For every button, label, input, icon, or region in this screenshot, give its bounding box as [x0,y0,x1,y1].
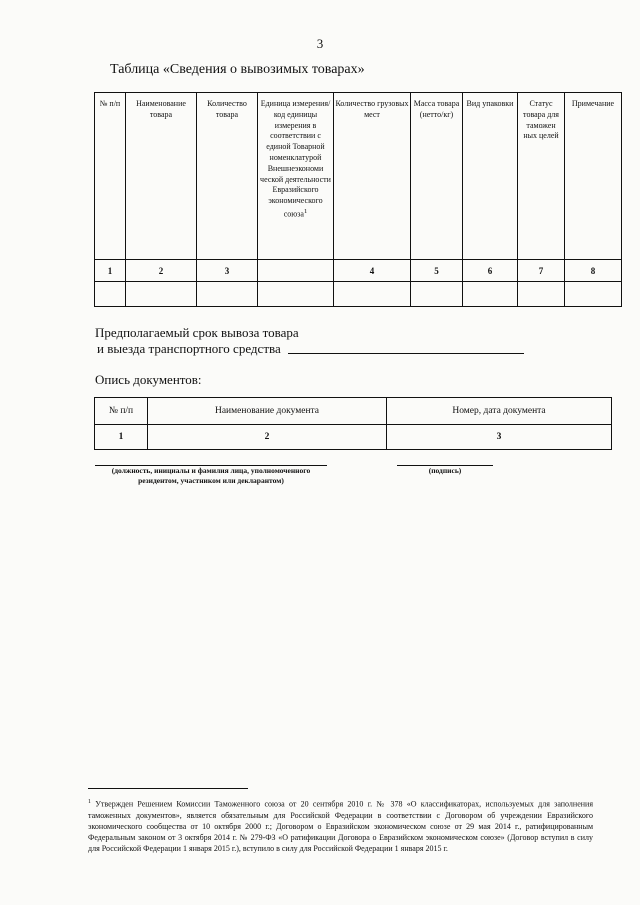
header-unit-text: Единица измерения/ код единицы измерения в соответствии с единой Товарной номенклатурой Внешнеэкономи ческой деятельности Евразийского экономического союза [260,99,331,219]
header-cell: № п/п [95,398,148,425]
entry-cell[interactable] [197,282,258,307]
export-term-label-2: и выезда транспортного средства [97,341,281,356]
header-cell: № п/п [95,93,126,260]
header-cell: Примечание [565,93,622,260]
entry-cell[interactable] [565,282,622,307]
position-caption-line-1: (должность, инициалы и фамилия лица, уполномоченного [111,466,311,475]
column-number: 8 [565,260,622,282]
header-cell: Количество грузовых мест [334,93,411,260]
header-cell: Наименование документа [148,398,387,425]
footnote [88,797,593,854]
column-number [258,260,334,282]
header-cell: Количество товара [197,93,258,260]
entry-cell[interactable] [258,282,334,307]
export-term-label-1: Предполагаемый срок вывоза товара [95,325,299,340]
table-title: Таблица «Сведения о вывозимых товарах» [110,62,365,77]
header-cell: Статус товара для таможен ных целей [518,93,565,260]
column-number: 1 [95,425,148,450]
entry-cell[interactable] [95,282,126,307]
header-cell: Вид упаковки [463,93,518,260]
footnote-separator [88,788,248,789]
documents-table [94,397,612,450]
header-cell [258,93,334,260]
column-number: 2 [148,425,387,450]
column-number-row [95,260,622,282]
entry-cell[interactable] [126,282,197,307]
signature-caption: (подпись) [428,466,462,475]
column-number: 1 [95,260,126,282]
entry-cell[interactable] [463,282,518,307]
entry-cell[interactable] [334,282,411,307]
blank-entry-row [95,282,622,307]
position-caption [95,466,327,486]
footnote-marker: 1 [303,207,308,215]
entry-cell[interactable] [518,282,565,307]
export-term-input-line[interactable] [288,353,524,354]
header-cell: Масса товара (нетто/кг) [411,93,463,260]
inventory-title: Опись документов: [95,372,202,387]
column-number: 7 [518,260,565,282]
documents-number-row [95,425,612,450]
page-number: 3 [316,36,324,51]
column-number: 3 [387,425,612,450]
goods-table [94,92,622,307]
documents-header-row [95,398,612,425]
column-number: 6 [463,260,518,282]
header-cell: Номер, дата документа [387,398,612,425]
header-cell: Наименование товара [126,93,197,260]
column-number: 2 [126,260,197,282]
column-number: 4 [334,260,411,282]
goods-header-row [95,93,622,260]
position-caption-line-2: резидентом, участником или декларантом) [138,476,284,485]
column-number: 5 [411,260,463,282]
footnote-text: Утвержден Решением Комиссии Таможенного союза от 20 сентября 2010 г. № 378 «О классификаторах, используемых для заполнения таможенных документов», является обязательным для Российской Федерации в соответствии с Договором об учреждении Евразийского экономического сообщества от 10 октября 2000 г.; Договором о Евразийском экономическом союзе от 29 мая 2014 г., ратифицированным Федеральным законом от 3 октября 2014 г. № 279-ФЗ «О ратификации Договора о Евразийском экономическом союзе» (Договор вступил в силу для Российской Федерации 1 января 2015 г.), вступило в силу для Российской Федерации 1 января 2015 г. [88,799,594,853]
entry-cell[interactable] [411,282,463,307]
column-number: 3 [197,260,258,282]
footnote-number: 1 [88,799,91,805]
